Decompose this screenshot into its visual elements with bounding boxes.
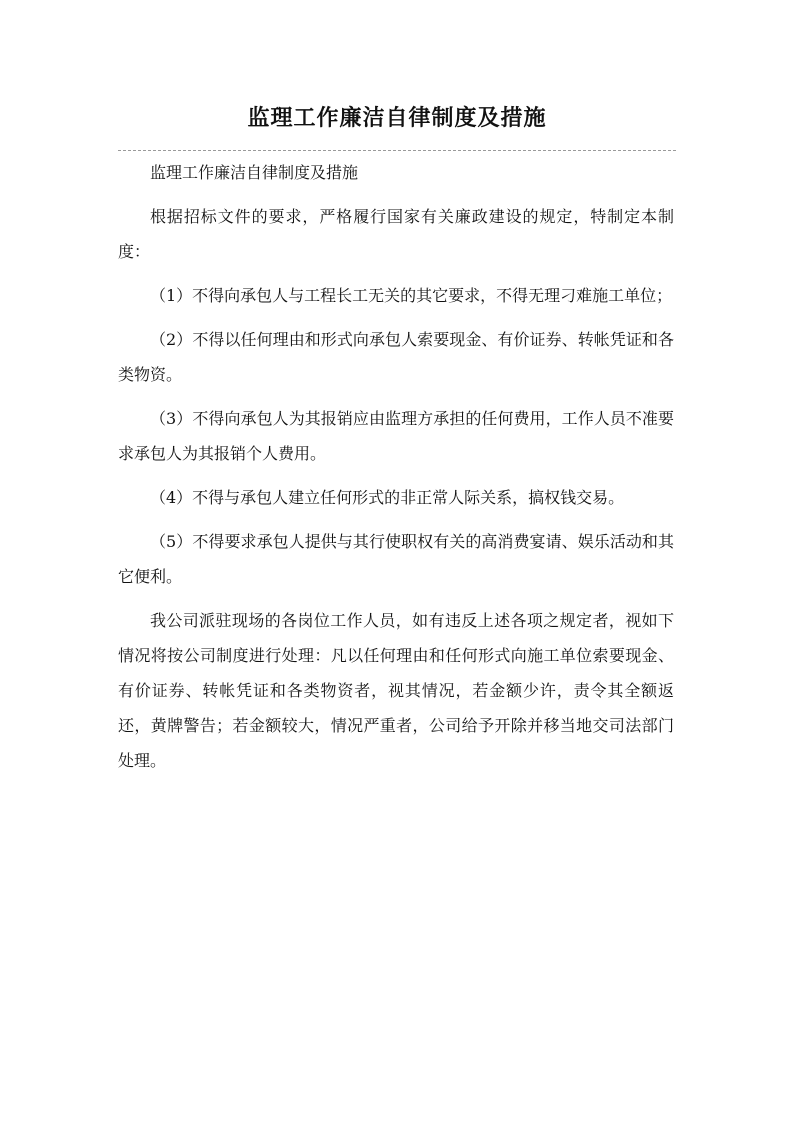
rule-item-2: （2）不得以任何理由和形式向承包人索要现金、有价证券、转帐凭证和各类物资。 (118, 330, 674, 384)
rule-item-4: （4）不得与承包人建立任何形式的非正常人际关系，搞权钱交易。 (150, 488, 625, 507)
rule-item-1: （1）不得向承包人与工程长工无关的其它要求，不得无理刁难施工单位； (150, 286, 673, 305)
rule-item-5: （5）不得要求承包人提供与其行使职权有关的高消费宴请、娱乐活动和其它便利。 (118, 532, 674, 586)
rule-item-3: （3）不得向承包人为其报销应由监理方承担的任何费用，工作人员不准要求承包人为其报销个人费用。 (118, 409, 674, 463)
title-divider (118, 150, 676, 151)
document-subtitle: 监理工作廉洁自律制度及措施 (150, 163, 359, 182)
document-title: 监理工作廉洁自律制度及措施 (247, 105, 547, 131)
document-body (118, 155, 674, 787)
closing-paragraph: 我公司派驻现场的各岗位工作人员，如有违反上述各项之规定者，视如下情况将按公司制度进行处理：凡以任何理由和任何形式向施工单位索要现金、有价证券、转帐凭证和各类物资者，视其情况，若金额少许，责令其全额返还，黄牌警告；若金额较大，情况严重者，公司给予开除并移当地交司法部门处理。 (118, 611, 674, 770)
intro-paragraph: 根据招标文件的要求，严格履行国家有关廉政建设的规定，特制定本制度： (118, 207, 674, 261)
